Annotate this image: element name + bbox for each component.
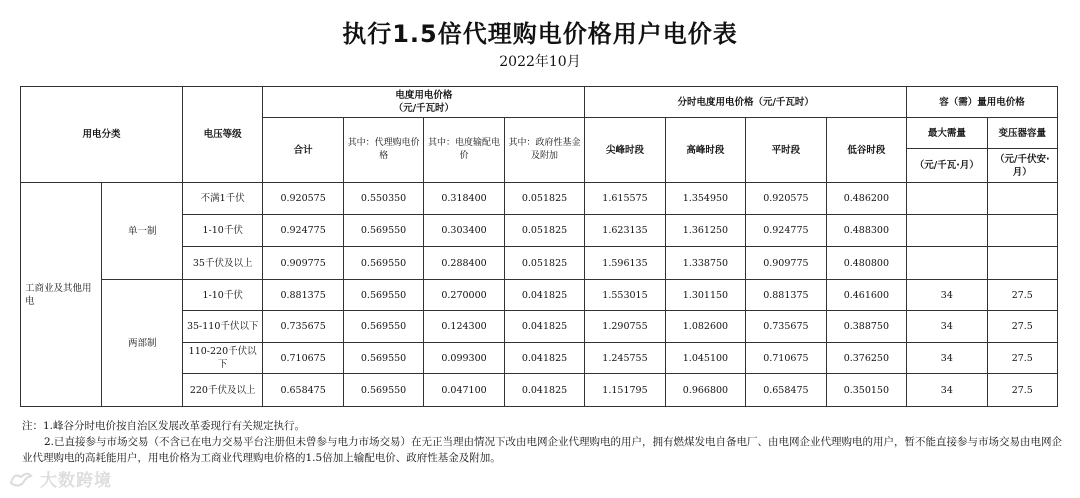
category-label: 工商业及其他用电 — [25, 282, 92, 307]
voltage-cell: 110-220千伏以下 — [182, 343, 262, 374]
watermark-text: 大数跨境 — [40, 471, 112, 491]
header-transmission-price: 其中：电度输配电价 — [424, 118, 504, 183]
agency-price-cell: 0.569550 — [343, 247, 423, 280]
transmission-price-cell: 0.099300 — [424, 343, 504, 374]
peak-cell: 1.354950 — [665, 183, 745, 215]
flat-cell: 0.710675 — [746, 343, 826, 374]
valley-cell: 0.350150 — [826, 374, 907, 407]
header-energy-price-unit: （元/千瓦时） — [393, 103, 455, 114]
header-total: 合计 — [263, 118, 343, 183]
table-row — [21, 183, 1058, 215]
voltage-cell: 1-10千伏 — [182, 280, 262, 311]
header-transformer-capacity-unit: （元/千伏安·月） — [987, 149, 1057, 183]
valley-cell: 0.376250 — [826, 343, 907, 374]
flat-cell: 0.735675 — [746, 311, 826, 343]
transmission-price-cell: 0.303400 — [424, 215, 504, 247]
total-cell: 0.924775 — [263, 215, 343, 247]
page-subtitle: 2022年10月 — [499, 54, 581, 70]
peak-cell: 1.338750 — [665, 247, 745, 280]
transformer-capacity-cell — [987, 183, 1057, 215]
max-demand-cell: 34 — [907, 311, 987, 343]
tariff-table — [20, 86, 1058, 407]
gov-fund-cell: 0.041825 — [504, 343, 585, 374]
table-row — [21, 280, 1058, 311]
peak-cell: 1.361250 — [665, 215, 745, 247]
transformer-capacity-cell: 27.5 — [987, 280, 1057, 311]
sharp-peak-cell: 1.615575 — [585, 183, 665, 215]
max-demand-cell: 34 — [907, 374, 987, 407]
billing-type-cell: 两部制 — [102, 280, 182, 407]
max-demand-cell — [907, 247, 987, 280]
max-demand-cell: 34 — [907, 343, 987, 374]
peak-cell: 1.082600 — [665, 311, 745, 343]
flat-cell: 0.658475 — [746, 374, 826, 407]
gov-fund-cell: 0.041825 — [504, 311, 585, 343]
total-cell: 0.920575 — [263, 183, 343, 215]
agency-price-cell: 0.569550 — [343, 311, 423, 343]
total-cell: 0.909775 — [263, 247, 343, 280]
transformer-capacity-cell — [987, 247, 1057, 280]
total-cell: 0.881375 — [263, 280, 343, 311]
sharp-peak-cell: 1.553015 — [585, 280, 665, 311]
max-demand-cell: 34 — [907, 280, 987, 311]
category-cell — [21, 183, 102, 407]
max-demand-cell — [907, 215, 987, 247]
flat-cell: 0.920575 — [746, 183, 826, 215]
valley-cell: 0.486200 — [826, 183, 907, 215]
flat-cell: 0.881375 — [746, 280, 826, 311]
gov-fund-cell: 0.051825 — [504, 215, 585, 247]
peak-cell: 1.045100 — [665, 343, 745, 374]
voltage-cell: 不满1千伏 — [182, 183, 262, 215]
billing-type-cell: 单一制 — [102, 183, 182, 280]
footnote-1: 注：1.峰谷分时电价按自治区发展改革委现行有关规定执行。 — [22, 420, 306, 432]
header-transformer-capacity: 变压器容量 — [987, 118, 1057, 149]
header-category: 用电分类 — [21, 87, 183, 183]
agency-price-cell: 0.569550 — [343, 215, 423, 247]
flat-cell: 0.924775 — [746, 215, 826, 247]
voltage-cell: 35千伏及以上 — [182, 247, 262, 280]
valley-cell: 0.388750 — [826, 311, 907, 343]
max-demand-cell — [907, 183, 987, 215]
header-voltage: 电压等级 — [182, 87, 262, 183]
brand-logo-icon — [8, 468, 34, 490]
transmission-price-cell: 0.270000 — [424, 280, 504, 311]
header-energy-price-title: 电度用电价格 — [395, 90, 453, 101]
header-flat: 平时段 — [746, 118, 826, 183]
transmission-price-cell: 0.288400 — [424, 247, 504, 280]
transmission-price-cell: 0.318400 — [424, 183, 504, 215]
agency-price-cell: 0.550350 — [343, 183, 423, 215]
valley-cell: 0.488300 — [826, 215, 907, 247]
page-title: 执行1.5倍代理购电价格用户电价表 — [342, 20, 738, 48]
header-max-demand-unit: （元/千瓦·月） — [907, 149, 987, 183]
sharp-peak-cell: 1.623135 — [585, 215, 665, 247]
peak-cell: 1.301150 — [665, 280, 745, 311]
transformer-capacity-cell — [987, 215, 1057, 247]
sharp-peak-cell: 1.290755 — [585, 311, 665, 343]
valley-cell: 0.480800 — [826, 247, 907, 280]
gov-fund-cell: 0.051825 — [504, 183, 585, 215]
sharp-peak-cell: 1.596135 — [585, 247, 665, 280]
total-cell: 0.658475 — [263, 374, 343, 407]
flat-cell: 0.909775 — [746, 247, 826, 280]
voltage-cell: 35-110千伏以下 — [182, 311, 262, 343]
total-cell: 0.710675 — [263, 343, 343, 374]
header-max-demand: 最大需量 — [907, 118, 987, 149]
header-sharp-peak: 尖峰时段 — [585, 118, 665, 183]
header-peak: 高峰时段 — [665, 118, 745, 183]
header-agency-price: 其中：代理购电价格 — [343, 118, 423, 183]
agency-price-cell: 0.569550 — [343, 343, 423, 374]
sharp-peak-cell: 1.151795 — [585, 374, 665, 407]
transformer-capacity-cell: 27.5 — [987, 343, 1057, 374]
watermark — [8, 466, 112, 491]
voltage-cell: 1-10千伏 — [182, 215, 262, 247]
transmission-price-cell: 0.124300 — [424, 311, 504, 343]
gov-fund-cell: 0.041825 — [504, 374, 585, 407]
header-energy-price — [263, 87, 585, 118]
peak-cell: 0.966800 — [665, 374, 745, 407]
sharp-peak-cell: 1.245755 — [585, 343, 665, 374]
header-valley: 低谷时段 — [826, 118, 907, 183]
gov-fund-cell: 0.051825 — [504, 247, 585, 280]
transmission-price-cell: 0.047100 — [424, 374, 504, 407]
header-tou-price: 分时电度用电价格（元/千瓦时） — [585, 87, 907, 118]
transformer-capacity-cell: 27.5 — [987, 311, 1057, 343]
footnotes — [22, 418, 1062, 466]
gov-fund-cell: 0.041825 — [504, 280, 585, 311]
header-capacity-price: 容（需）量用电价格 — [907, 87, 1058, 118]
voltage-cell: 220千伏及以上 — [182, 374, 262, 407]
footnote-2: 2.已直接参与市场交易（不含已在电力交易平台注册但未曾参与电力市场交易）在无正当理由情况下改由电网企业代理购电的用户，拥有燃煤发电自备电厂、由电网企业代理购电的用户，暂不能直接参与市场交易由电网企业代理购电的高耗能用户，用电价格为工商业代理购电价格的1.5倍加上输配电价、政府性基金及附加。 — [22, 436, 1063, 464]
header-gov-fund: 其中：政府性基金及附加 — [504, 118, 585, 183]
valley-cell: 0.461600 — [826, 280, 907, 311]
agency-price-cell: 0.569550 — [343, 374, 423, 407]
total-cell: 0.735675 — [263, 311, 343, 343]
agency-price-cell: 0.569550 — [343, 280, 423, 311]
transformer-capacity-cell: 27.5 — [987, 374, 1057, 407]
